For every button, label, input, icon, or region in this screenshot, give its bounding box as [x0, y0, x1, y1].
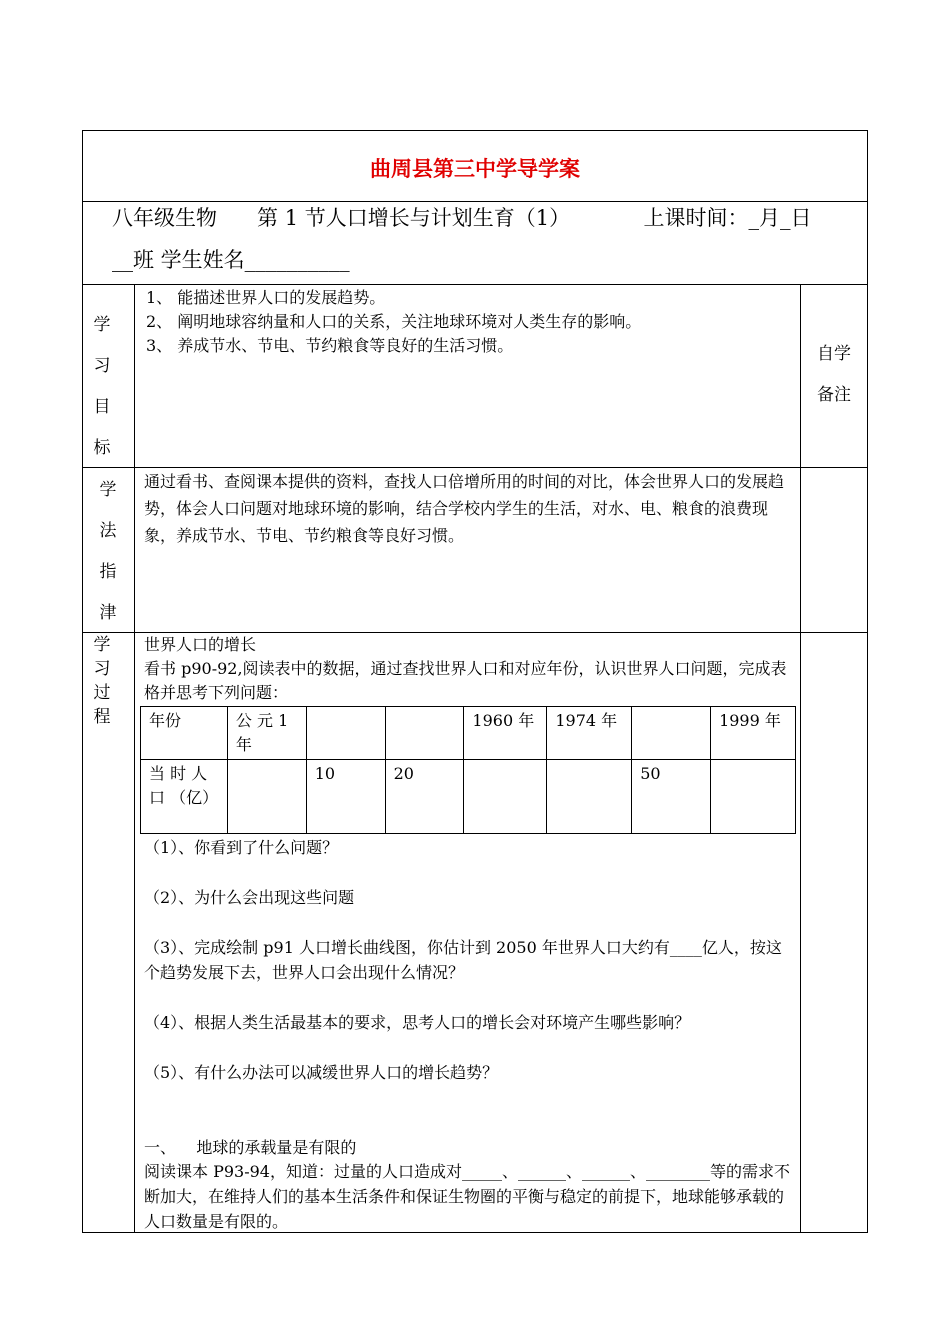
col-rule-right: [800, 284, 801, 1233]
method-label-char: 学: [99, 480, 117, 500]
goal-item: 3、 养成节水、节电、节约粮食等良好的生活习惯。: [146, 336, 514, 355]
table-cell: 公 元 1 年: [227, 707, 306, 760]
process-intro: 看书 p90-92,阅读表中的数据，通过查找世界人口和对应年份，认识世界人口问题，完成表格并思考下列问题：: [144, 659, 787, 702]
header-line2: __班 学生姓名__________: [112, 248, 350, 272]
part-one-text: 阅读课本 P93-94，知道：过量的人口造成对_____、______、______、________等的需求不断加大，在维持人们的基本生活条件和保证生物圈的平衡与稳定的前提下，地球能够承载的人口数量是有限的。: [144, 1162, 790, 1231]
table-row: [141, 707, 796, 760]
table-cell: [547, 760, 632, 834]
table-row: [141, 760, 796, 834]
question-item: （5）、有什么办法可以减缓世界人口的增长趋势？: [144, 1063, 499, 1082]
method-label-char: 津: [99, 603, 117, 623]
goals-list: [146, 286, 641, 358]
goals-label-char: 习: [93, 356, 111, 376]
process-label-char: 习: [93, 659, 111, 679]
population-table: [140, 706, 796, 834]
table-cell: 年份: [141, 707, 228, 760]
table-cell: 当 时 人 口 （亿）: [141, 760, 228, 834]
rule-header: [82, 284, 868, 285]
method-text: 通过看书、查阅课本提供的资料，查找人口倍增所用的时间的对比，体会世界人口的发展趋势，体会人口问题对地球环境的影响，结合学校内学生的生活，对水、电、粮食的浪费现象，养成节水、节电、节约粮食等良好习惯。: [144, 472, 785, 545]
table-cell: 50: [632, 760, 711, 834]
table-cell: 1974 年: [547, 707, 632, 760]
table-cell: 1960 年: [464, 707, 547, 760]
table-cell: [306, 707, 385, 760]
table-cell: [227, 760, 306, 834]
goal-item: 1、 能描述世界人口的发展趋势。: [146, 288, 386, 307]
table-cell: 20: [385, 760, 464, 834]
goals-label: [82, 305, 122, 469]
method-label-char: 指: [99, 562, 117, 582]
table-cell: 1999 年: [711, 707, 796, 760]
question-item: （4）、根据人类生活最基本的要求，思考人口的增长会对环境产生哪些影响？: [144, 1013, 691, 1032]
table-cell: [385, 707, 464, 760]
goal-item: 2、 阐明地球容纳量和人口的关系，关注地球环境对人类生存的影响。: [146, 312, 642, 331]
question-item: （2）、为什么会出现这些问题: [144, 888, 355, 907]
process-label: [82, 633, 122, 729]
questions-block: [144, 835, 794, 1085]
header-line1: 八年级生物 第 1 节人口增长与计划生育（1） 上课时间：_月_日: [112, 206, 812, 230]
question-item: （3）、完成绘制 p91 人口增长曲线图，你估计到 2050 年世界人口大约有____亿人，按这个趋势发展下去，世界人口会出现什么情况？: [144, 938, 782, 982]
process-heading: 世界人口的增长: [144, 635, 257, 654]
process-intro-block: [144, 633, 794, 705]
table-cell: [464, 760, 547, 834]
method-label: [88, 470, 128, 634]
process-label-char: 学: [93, 635, 111, 655]
goals-label-char: 标: [93, 438, 111, 458]
notes-label-line: 自学: [817, 344, 851, 364]
col-rule-left: [134, 284, 135, 1233]
process-label-char: 过: [93, 683, 111, 703]
goals-label-char: 目: [93, 397, 111, 417]
table-cell: [711, 760, 796, 834]
table-cell: 10: [306, 760, 385, 834]
method-label-char: 法: [99, 521, 117, 541]
process-label-char: 程: [93, 707, 111, 727]
notes-label: [808, 334, 860, 416]
school-title: 曲周县第三中学导学案: [370, 157, 580, 181]
goals-label-char: 学: [93, 315, 111, 335]
question-item: （1）、你看到了什么问题？: [144, 838, 339, 857]
rule-title: [82, 201, 868, 202]
part-one-heading: 一、 地球的承载量是有限的: [144, 1138, 357, 1157]
table-cell: [632, 707, 711, 760]
notes-label-line: 备注: [817, 385, 851, 405]
